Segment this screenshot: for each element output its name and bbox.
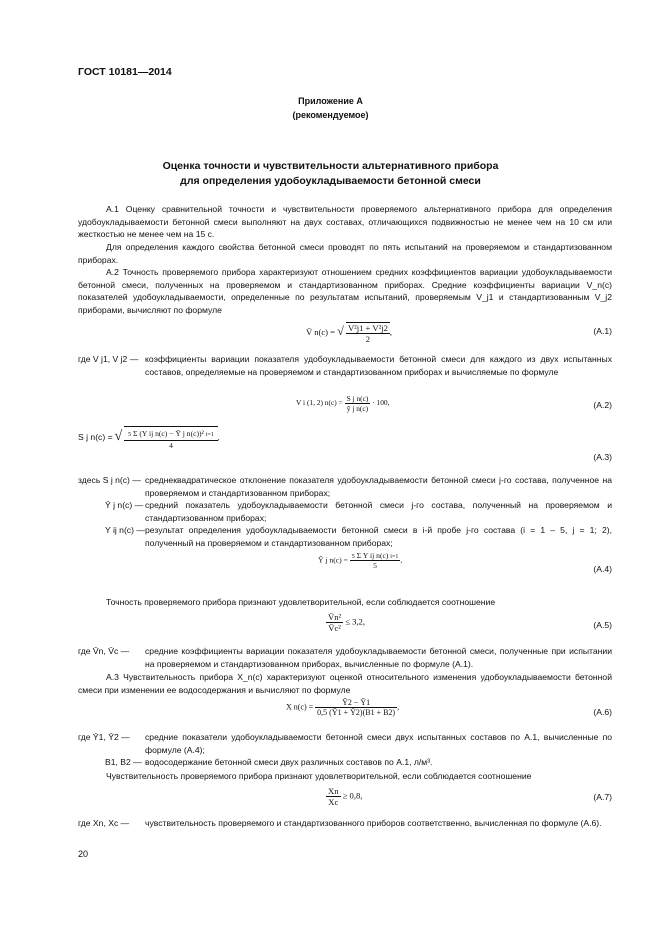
sum-upper-limit: 5 bbox=[351, 554, 355, 560]
equation-a6-numerator: Ȳ2 − Ȳ1 bbox=[315, 698, 397, 708]
definition-text: чувствительность проверяемого и стандартизованного приборов соответственно, вычисленная по формуле (А.6). bbox=[145, 818, 602, 828]
definition-y-mean bbox=[78, 499, 612, 525]
equation-a5-number: (А.5) bbox=[593, 620, 612, 630]
sum-lower-limit: i=1 bbox=[390, 554, 399, 560]
equation-a7-denominator: Xc bbox=[328, 797, 339, 807]
definition-term: где V j1, V j2 — bbox=[78, 354, 139, 364]
equation-a3: S j n(c) = √ $\frac{\text{5 Σ (Y ij n(c) − Ȳ j n(c))² i=1}}{4}$ , bbox=[78, 426, 220, 450]
page-number: 20 bbox=[78, 849, 89, 859]
equation-a3-number: (А.3) bbox=[593, 452, 612, 462]
equation-a4: Ȳ j n(c) = $\frac{\text{5 Σ Y ij n(c) i=1}}{5}$ , bbox=[318, 551, 403, 570]
equation-a1: V̄ n(c) = √ $\frac{\text{V²j1 + V²j2}}{2}$ , bbox=[306, 323, 393, 344]
definition-vj bbox=[78, 353, 612, 393]
paragraph-a1: А.1 Оценку сравнительной точности и чувствительности проверяемого альтернативного прибора для определения удобоукладываемости бетонной смеси выполняют на двух составах, отличающихся подвижностью не менее чем на 10 см или жесткостью не менее чем на 15 с. bbox=[78, 204, 612, 240]
equation-a2-denominator: ȳ j n(c) bbox=[346, 404, 369, 413]
annex-label: Приложение А bbox=[298, 96, 363, 106]
document-code: ГОСТ 10181—2014 bbox=[78, 66, 172, 78]
definition-b1-b2 bbox=[78, 756, 612, 770]
equation-a4-denominator: 5 bbox=[373, 561, 377, 570]
equation-a5-denominator: V̄c² bbox=[328, 623, 341, 633]
sum-lower-limit: i=1 bbox=[205, 432, 214, 438]
definition-term: где Ȳ1, Ȳ2 — bbox=[78, 732, 130, 742]
equation-a7-number: (А.7) bbox=[593, 792, 612, 802]
definition-vn-vc bbox=[78, 645, 612, 671]
paragraph-a3: А.3 Чувствительность прибора X_n(c) характеризуют оценкой относительного изменения удобоукладываемости бетонной смеси при изменении ее водосодержания и вычисляют по формуле bbox=[78, 672, 612, 695]
definition-y-result bbox=[78, 524, 612, 550]
paragraph-sensitivity: Чувствительность проверяемого прибора признают удовлетворительной, если соблюдается соотношение bbox=[106, 771, 532, 781]
equation-a3-sum: Σ (Y ij n(c) − Ȳ j n(c))² bbox=[133, 429, 204, 438]
equation-a4-number: (А.4) bbox=[593, 564, 612, 574]
equation-a5 bbox=[326, 612, 365, 633]
equation-a2 bbox=[296, 394, 389, 413]
equation-a6: X n(c) = $\frac{Ȳ2 - Ȳ1}{0,5 (Ȳ1 + Ȳ2)(B1 + B2)}$ , bbox=[286, 698, 400, 717]
equation-a2-number: (А.2) bbox=[593, 400, 612, 410]
equation-a1-lhs: V̄ n(c) = bbox=[306, 326, 336, 337]
annex-title-line-1: Оценка точности и чувствительности альтернативного прибора bbox=[162, 160, 499, 172]
equation-a2-numerator: S j n(c) bbox=[346, 394, 369, 403]
equation-a7 bbox=[326, 786, 362, 807]
equation-a5-tail: ≤ 3,2, bbox=[345, 616, 366, 627]
equation-a1-number: (А.1) bbox=[593, 326, 612, 336]
definition-term: B1, B2 — bbox=[105, 757, 142, 767]
definition-term: где V̄n, V̄c — bbox=[78, 646, 130, 656]
definition-text: водосодержание бетонной смеси двух различных составов по А.1, л/м³. bbox=[145, 757, 433, 767]
annex-title-line-2: для определения удобоукладываемости бетонной смеси bbox=[180, 175, 481, 187]
equation-a1-denominator: 2 bbox=[365, 334, 371, 344]
equation-a4-sum: Σ Y ij n(c) bbox=[356, 551, 389, 560]
definition-text: средний показатель удобоукладываемости бетонной смеси j-го состава, полученный на проверяемом и стандартизованном приборах; bbox=[145, 500, 612, 523]
equation-a7-numerator: Xn bbox=[328, 786, 339, 796]
equation-a6-lhs: X n(c) = bbox=[286, 702, 314, 712]
definition-text: результат определения удобоукладываемости бетонной смеси в i-й пробе j-го состава (i = 1 – 5, j = 1; 2), полученный на проверяемом и стандартизованном приборах; bbox=[145, 525, 612, 548]
definition-term: Y ij n(c) — bbox=[105, 525, 145, 535]
equation-a6-denominator: 0,5 (Ȳ1 + Ȳ2)(B1 + B2) bbox=[317, 708, 396, 717]
definition-text: средние коэффициенты вариации показателя удобоукладываемости бетонной смеси, полученные при испытании на проверяемом и стандартизованном приборах, вычисленные по формуле (А.1). bbox=[145, 646, 612, 669]
equation-a6-number: (А.6) bbox=[593, 707, 612, 717]
definition-text: средние показатели удобоукладываемости бетонной смеси двух испытанных составов по А.1, вычисленные по формуле (А.4); bbox=[145, 732, 612, 755]
paragraph-a2: А.2 Точность проверяемого прибора характеризуют отношением средних коэффициентов вариации удобоукладываемости бетонной смеси, полученных на проверяемом и стандартизованном приборах. Средние коэффициенты вариации V_n(c) показателей удобоукладываемости, определенные по результатам испытаний, проверяемым V_j1 и стандартизованным V_j2 приборами, вычисляют по формуле bbox=[78, 267, 612, 315]
definition-text: коэффициенты вариации показателя удобоукладываемости бетонной смеси для каждого из двух испытанных составов, определяемые на проверяемом и стандартизованном приборах и вычисляемые по формуле bbox=[145, 354, 612, 377]
paragraph-accuracy: Точность проверяемого прибора признают удовлетворительной, если соблюдается соотношение bbox=[106, 597, 496, 607]
definition-text: среднеквадратическое отклонение показателя удобоукладываемости бетонной смеси j-го состава, полученное на проверяемом и стандартизованном приборах; bbox=[145, 475, 612, 498]
equation-a2-tail: · 100, bbox=[372, 398, 390, 408]
paragraph-tests: Для определения каждого свойства бетонной смеси проводят по пять испытаний на проверяемом и стандартизованном приборах. bbox=[78, 242, 612, 265]
definition-xn-xc bbox=[78, 817, 612, 843]
equation-a4-numerator bbox=[350, 551, 401, 561]
equation-a1-numerator: V²j1 + V²j2 bbox=[347, 323, 388, 333]
definition-s bbox=[78, 474, 612, 500]
equation-a2-lhs: V i (1, 2) n(c) = bbox=[296, 398, 343, 408]
equation-a3-numerator bbox=[124, 427, 218, 441]
definition-y1-y2 bbox=[78, 731, 612, 757]
sum-upper-limit: 5 bbox=[128, 432, 132, 438]
equation-a7-tail: ≥ 0,8, bbox=[342, 790, 363, 801]
equation-a3-lhs: S j n(c) = bbox=[78, 431, 113, 442]
definition-term: здесь S j n(c) — bbox=[78, 475, 141, 485]
equation-a5-numerator: V̄n² bbox=[328, 612, 342, 622]
equation-a3-denominator: 4 bbox=[169, 441, 173, 450]
annex-status: (рекомендуемое) bbox=[292, 110, 369, 120]
definition-term: где Xn, Xc — bbox=[78, 818, 130, 828]
definition-term: Ȳ j n(c) — bbox=[105, 500, 144, 510]
equation-a4-lhs: Ȳ j n(c) = bbox=[318, 555, 348, 565]
